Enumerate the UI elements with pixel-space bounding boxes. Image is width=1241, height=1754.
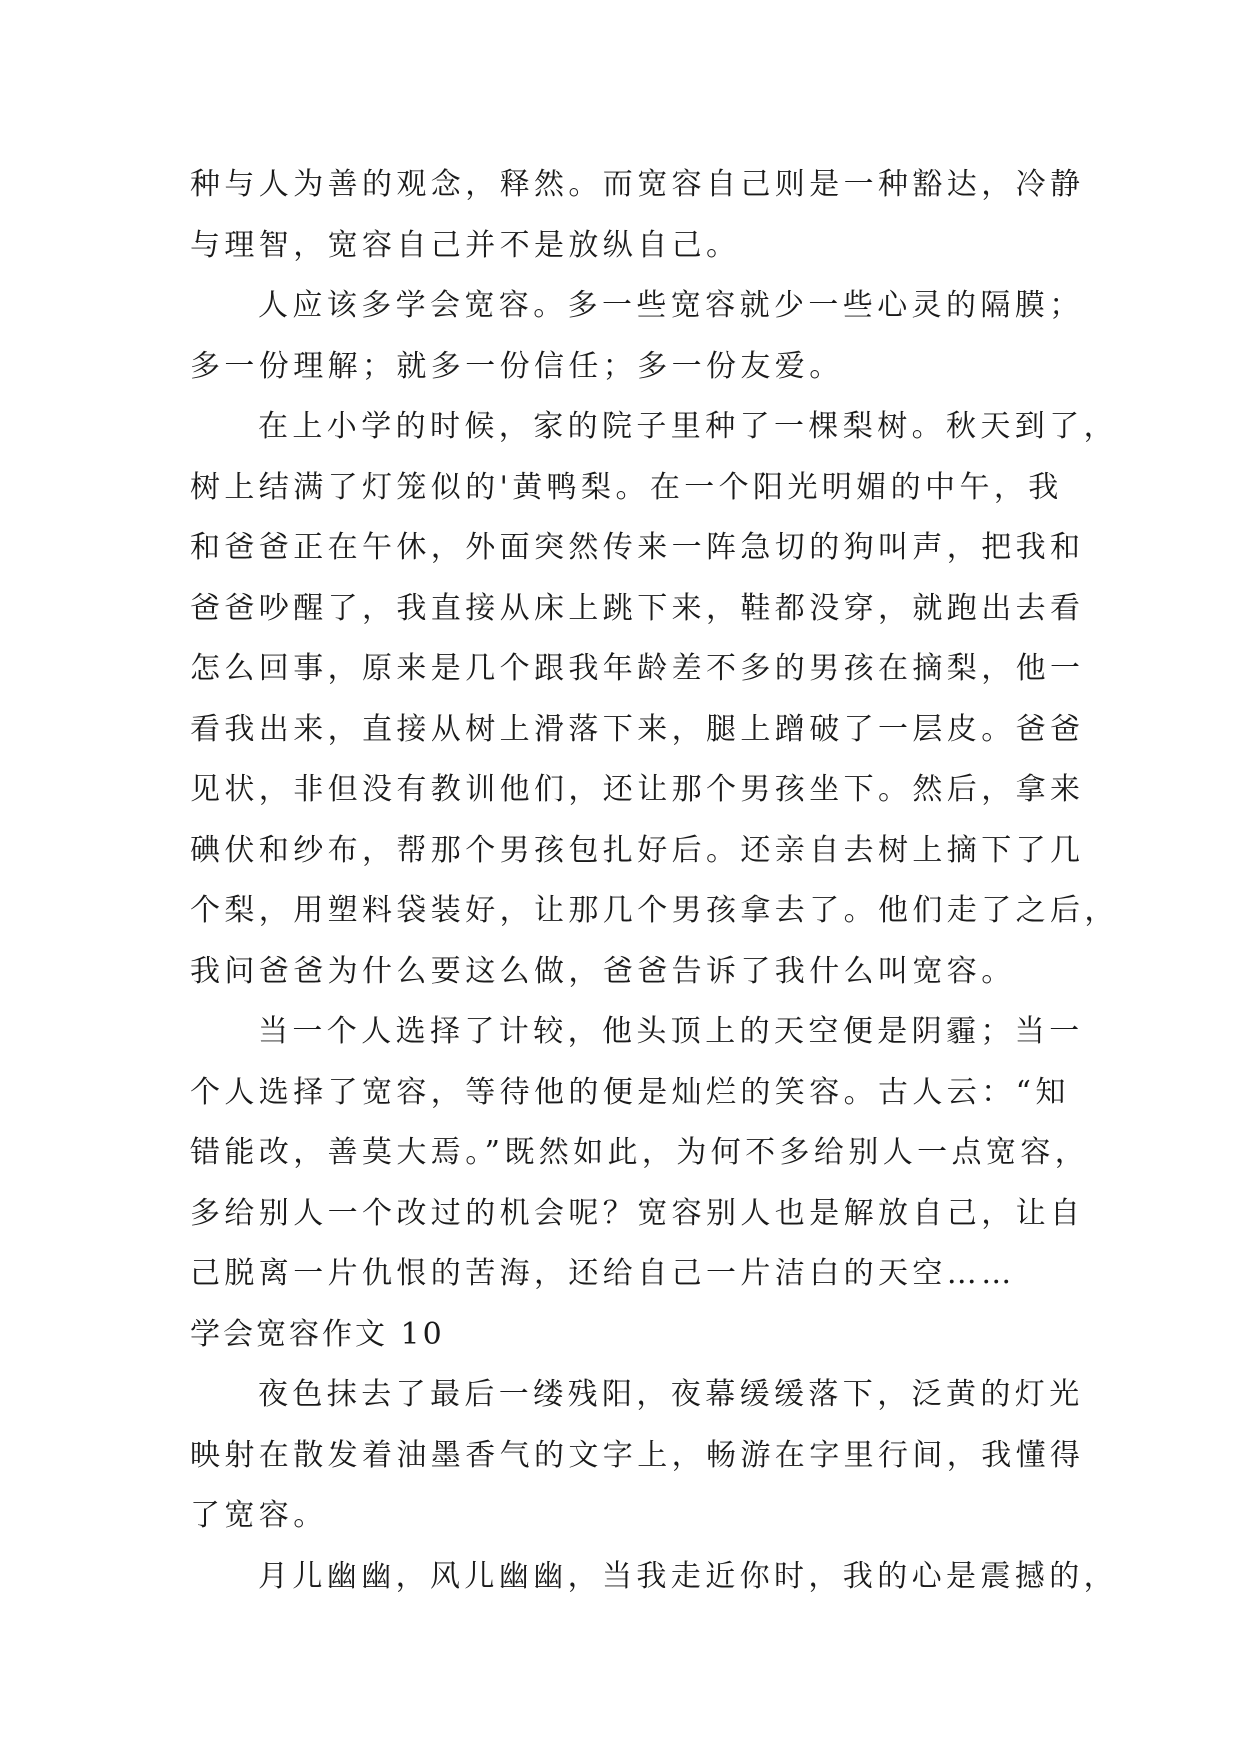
text-line: 己脱离一片仇恨的苦海，还给自己一片洁白的天空…… <box>190 1256 1016 1291</box>
text-line: 和爸爸正在午休，外面突然传来一阵急切的狗叫声，把我和 <box>190 530 1085 565</box>
text-line: 树上结满了灯笼似的'黄鸭梨。在一个阳光明媚的中午，我 <box>190 469 1063 505</box>
text-line: 爸爸吵醒了，我直接从床上跳下来，鞋都没穿，就跑出去看 <box>190 590 1085 626</box>
text-line: 种与人为善的观念，释然。而宽容自己则是一种豁达，冷静 <box>190 167 1085 202</box>
text-line: 个人选择了宽容，等待他的便是灿烂的笑容。古人云：“知 <box>190 1074 1070 1110</box>
text-line: 与理智，宽容自己并不是放纵自己。 <box>190 227 741 263</box>
text-line: 了宽容。 <box>190 1498 328 1533</box>
text-line: 看我出来，直接从树上滑落下来，腿上蹭破了一层皮。爸爸 <box>190 711 1085 747</box>
text-line: 多一份理解；就多一份信任；多一份友爱。 <box>190 348 844 384</box>
text-line: 怎么回事，原来是几个跟我年龄差不多的男孩在摘梨，他一 <box>190 651 1085 686</box>
text-line: 碘伏和纱布，帮那个男孩包扎好后。还亲自去树上摘下了几 <box>190 832 1085 868</box>
paragraph-start-line: 月儿幽幽，风儿幽幽，当我走近你时，我的心是震撼的， <box>258 1558 1118 1594</box>
text-line: 多给别人一个改过的机会呢？宽容别人也是解放自己，让自 <box>190 1195 1085 1231</box>
paragraph-start-line: 夜色抹去了最后一缕残阳，夜幕缓缓落下，泛黄的灯光 <box>258 1377 1084 1412</box>
text-line: 见状，非但没有教训他们，还让那个男孩坐下。然后，拿来 <box>190 772 1085 807</box>
text-line: 错能改，善莫大焉。”既然如此，为何不多给别人一点宽容， <box>190 1135 1090 1170</box>
text-line: 我问爸爸为什么要这么做，爸爸告诉了我什么叫宽容。 <box>190 953 1016 989</box>
document-body <box>190 155 1119 1607</box>
section-heading: 学会宽容作文 10 <box>190 1316 445 1352</box>
paragraph-start-line: 人应该多学会宽容。多一些宽容就少一些心灵的隔膜； <box>258 288 1084 323</box>
paragraph-start-line: 在上小学的时候，家的院子里种了一棵梨树。秋天到了， <box>258 409 1118 444</box>
text-line: 个梨，用塑料袋装好，让那几个男孩拿去了。他们走了之后， <box>190 893 1119 928</box>
text-line: 映射在散发着油墨香气的文字上，畅游在字里行间，我懂得 <box>190 1437 1085 1473</box>
paragraph-start-line: 当一个人选择了计较，他头顶上的天空便是阴霾；当一 <box>258 1014 1084 1049</box>
